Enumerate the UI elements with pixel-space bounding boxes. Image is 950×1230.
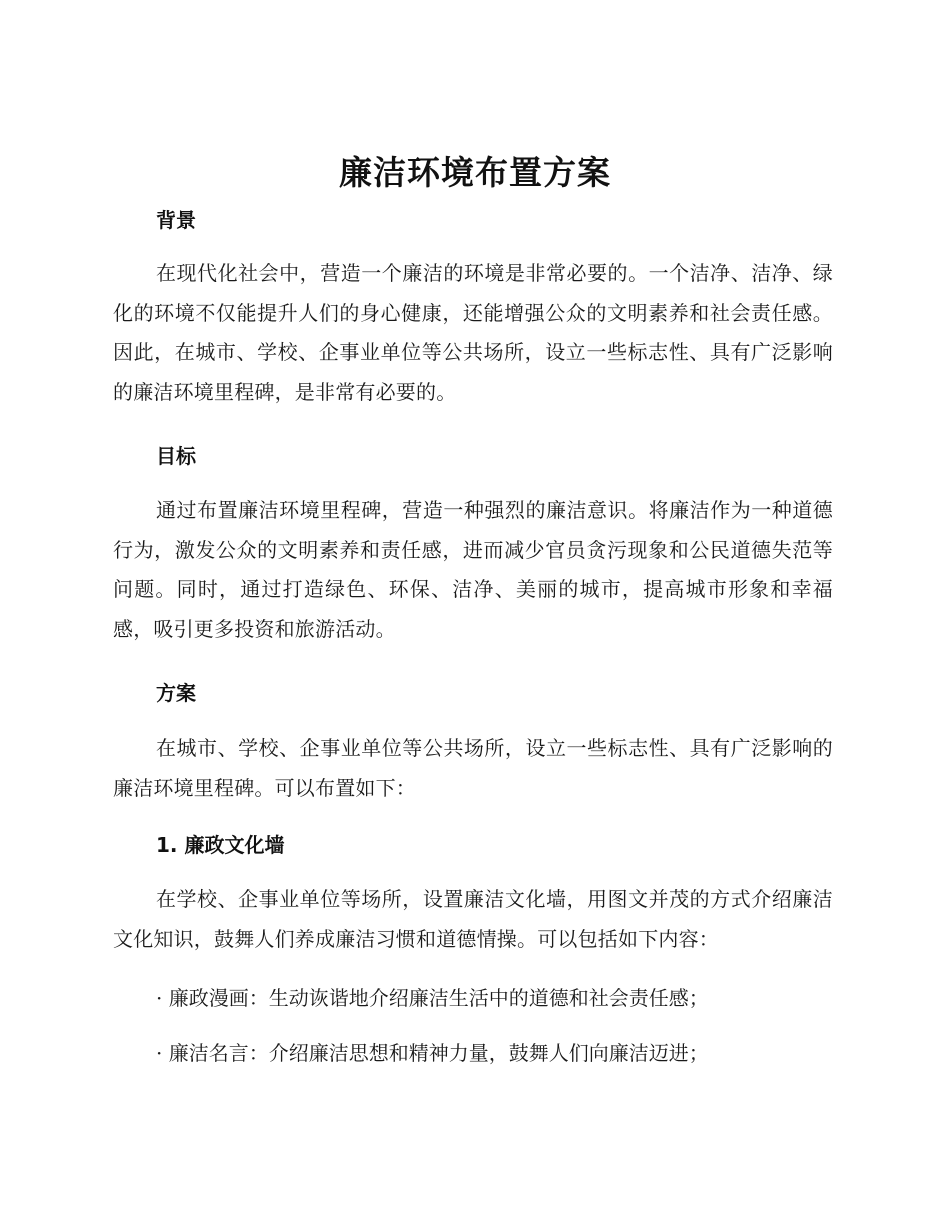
bullet-item: · 廉洁名言：介绍廉洁思想和精神力量，鼓舞人们向廉洁迈进； — [156, 1041, 709, 1065]
paragraph-background: 在现代化社会中，营造一个廉洁的环境是非常必要的。一个洁净、洁净、绿化的环境不仅能提升人们的身心健康，还能增强公众的文明素养和社会责任感。因此，在城市、学校、企事业单位等公共场所，设立一些标志性、具有广泛影响的廉洁环境里程碑，是非常有必要的。 — [113, 261, 833, 404]
bullet-item: · 廉政漫画：生动诙谐地介绍廉洁生活中的道德和社会责任感； — [156, 986, 709, 1010]
section-heading-goal: 目标 — [156, 444, 196, 468]
section-heading-background: 背景 — [156, 208, 196, 232]
section-heading-item1: 1. 廉政文化墙 — [156, 833, 285, 857]
paragraph-goal: 通过布置廉洁环境里程碑，营造一种强烈的廉洁意识。将廉洁作为一种道德行为，激发公众的文明素养和责任感，进而减少官员贪污现象和公民道德失范等问题。同时，通过打造绿色、环保、洁净、美丽的城市，提高城市形象和幸福感，吸引更多投资和旅游活动。 — [113, 498, 833, 641]
section-heading-plan: 方案 — [156, 681, 196, 705]
document-title: 廉洁环境布置方案 — [339, 153, 611, 192]
paragraph-item1: 在学校、企事业单位等场所，设置廉洁文化墙，用图文并茂的方式介绍廉洁文化知识，鼓舞人们养成廉洁习惯和道德情操。可以包括如下内容： — [113, 887, 833, 951]
paragraph-plan: 在城市、学校、企事业单位等公共场所，设立一些标志性、具有广泛影响的廉洁环境里程碑。可以布置如下： — [113, 736, 833, 800]
